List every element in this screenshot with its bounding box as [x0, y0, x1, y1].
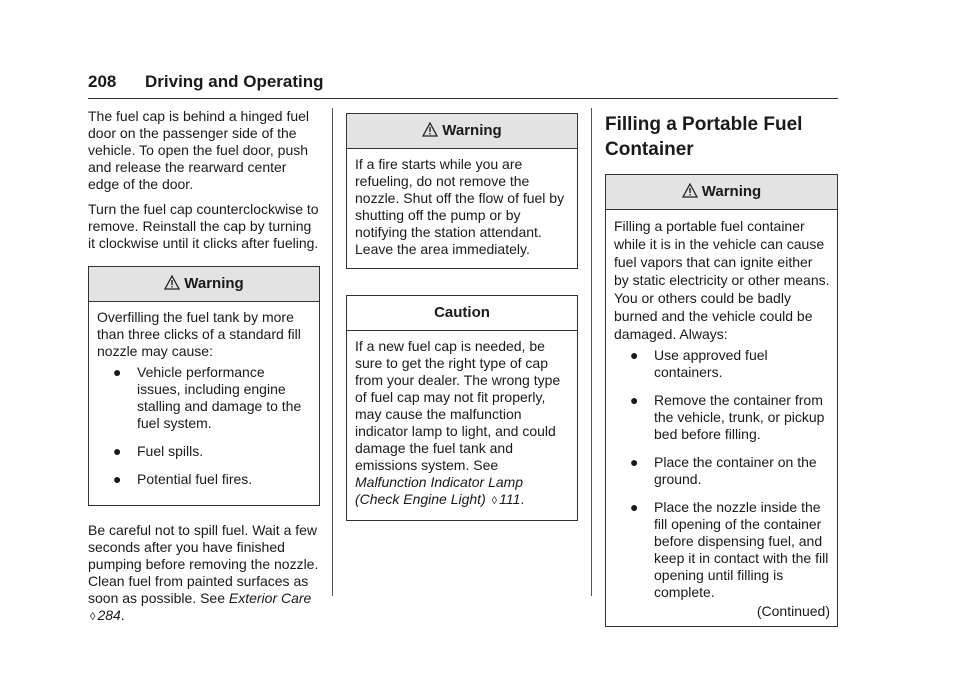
warning-list — [97, 364, 312, 488]
warning-intro: Overfilling the fuel tank by more than three clicks of a standard fill nozzle may cause: — [97, 309, 301, 359]
paragraph: The fuel cap is behind a hinged fuel door on the passenger side of the vehicle. To open the fuel door, push and release the rearward center edge of the door. — [88, 108, 310, 192]
warning-body — [606, 210, 837, 626]
page-number: 208 — [88, 72, 117, 91]
paragraph: Be careful not to spill fuel. Wait a few seconds after you have finished pumping before removing the nozzle. Clean fuel from painted surfaces as soon as possible. See Exterior Care ◊ 284. — [88, 522, 319, 623]
caution-body — [347, 331, 577, 520]
caution-title: Caution — [434, 304, 490, 321]
paragraph: Turn the fuel cap counterclockwise to remove. Reinstall the cap by turning it clockwise until it clicks after fueling. — [88, 201, 319, 251]
warning-triangle-icon — [422, 122, 438, 137]
page-reference[interactable]: 284 — [97, 607, 121, 623]
bullet: ● — [630, 347, 639, 363]
warning-intro: Filling a portable fuel container while it is in the vehicle can cause fuel vapors that can ignite either by static electricity or other means. You or others could be badly burned and the vehicle could be damaged. Always: — [614, 218, 830, 342]
list-item: ● Fuel spills. — [113, 443, 204, 459]
list-item: ● Place the nozzle inside the fill opening of the container before dispensing fuel, and keep it in contact with the fill opening until filling is complete. — [630, 499, 829, 600]
section-title: Driving and Operating — [145, 72, 324, 91]
warning-box — [346, 113, 578, 269]
page-ref-icon: ◊ — [491, 495, 498, 507]
bullet: ● — [113, 471, 122, 487]
warning-box — [605, 174, 838, 627]
list-item: ● Place the container on the ground. — [630, 454, 817, 487]
warning-text: If a fire starts while you are refueling, do not remove the nozzle. Shut off the flow of fuel by shutting off the pump or by notifying the station attendant. Leave the area immediately. — [355, 156, 565, 257]
warning-title: Warning — [184, 275, 244, 292]
warning-header — [347, 114, 577, 149]
warning-title: Warning — [701, 183, 762, 200]
bullet: ● — [630, 392, 639, 408]
warning-header — [606, 175, 837, 210]
continued-label: (Continued) — [756, 603, 830, 619]
section-heading: Filling a Portable Fuel Container — [605, 114, 803, 160]
cross-reference[interactable]: Exterior Care — [228, 590, 312, 606]
warning-title: Warning — [442, 122, 502, 139]
column-left — [88, 108, 320, 634]
bullet: ● — [113, 443, 122, 459]
column-middle — [346, 113, 578, 537]
caution-text: If a new fuel cap is needed, be sure to get the right type of cap from your dealer. The wrong type of fuel cap may not fit properly, may cause the malfunction indicator lamp to light, and could damage the fuel tank and emissions system. See Malfunction Indicator Lamp (Check Engine Light) ◊ 111. — [355, 338, 561, 507]
page-ref-icon: ◊ — [90, 611, 96, 623]
warning-header — [89, 267, 319, 302]
bullet: ● — [630, 454, 639, 470]
warning-triangle-icon — [164, 275, 180, 290]
warning-body — [347, 149, 577, 268]
cross-reference[interactable]: Malfunction Indicator Lamp (Check Engine Light) — [355, 474, 524, 507]
column-divider — [332, 108, 333, 596]
bullet: ● — [113, 364, 122, 380]
page-header — [88, 72, 838, 99]
caution-box — [346, 295, 578, 521]
column-right — [605, 108, 838, 643]
list-item: ● Potential fuel fires. — [113, 471, 253, 487]
warning-box — [88, 266, 320, 506]
column-divider — [591, 108, 592, 596]
warning-triangle-icon — [682, 183, 698, 198]
list-item: ● Vehicle performance issues, including engine stalling and damage to the fuel system. — [113, 364, 302, 431]
caution-header — [347, 296, 577, 331]
list-item: ● Remove the container from the vehicle, trunk, or pickup bed before filling. — [630, 392, 825, 442]
page-reference[interactable]: 111 — [499, 491, 521, 507]
bullet: ● — [630, 499, 639, 515]
warning-list — [614, 347, 830, 601]
warning-body — [89, 302, 319, 505]
list-item: ● Use approved fuel containers. — [630, 347, 768, 380]
